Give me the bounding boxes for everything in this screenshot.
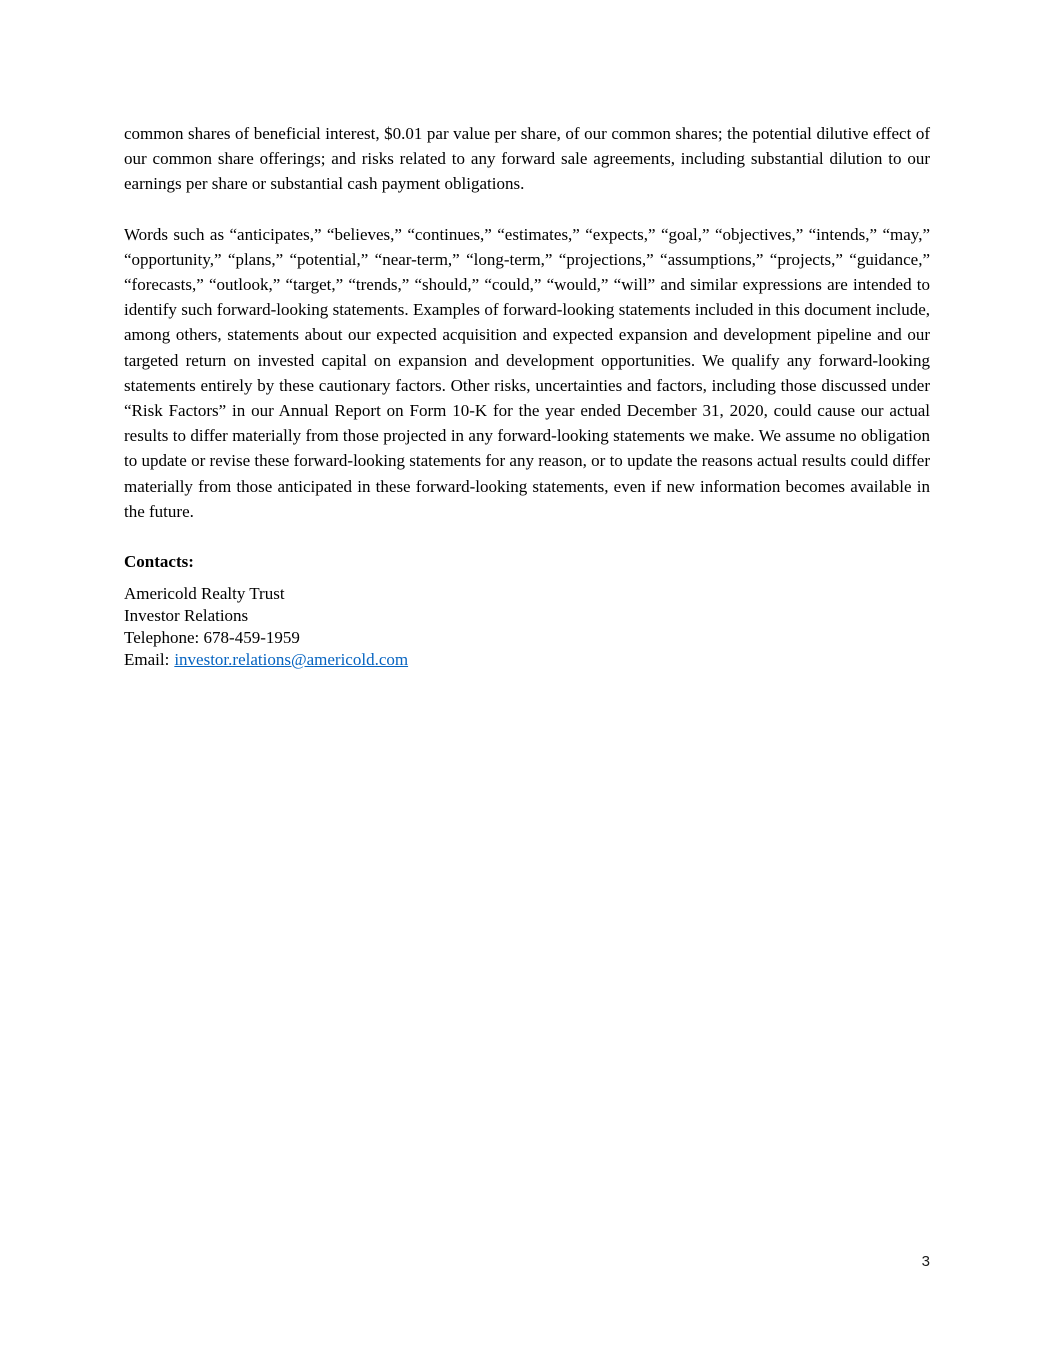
contacts-heading: Contacts: [124, 552, 194, 572]
contact-email-line [124, 649, 930, 671]
contact-department: Investor Relations [124, 606, 249, 626]
document-body [124, 121, 930, 671]
contact-email-label: Email: [124, 650, 170, 670]
paragraph-dilution-risks: common shares of beneficial interest, $0.01 par value per share, of our common shares; the potential dilutive effect of our common share offerings; and risks related to any forward sale agreements, including substantial dilution to our earnings per share or substantial cash payment obligations. [124, 124, 930, 194]
paragraph-forward-looking-statements: Words such as “anticipates,” “believes,” “continues,” “estimates,” “expects,” “goal,” “objectives,” “intends,” “may,” “opportunity,” “plans,” “potential,” “near-term,” “long-term,” “projections,” “assumptions,” “projects,” “guidance,” “forecasts,” “outlook,” “target,” “trends,” “should,” “could,” “would,” “will” and similar expressions are intended to identify such forward-looking statements. Examples of forward-looking statements included in this document include, among others, statements about our expected acquisition and expected expansion and development pipeline and our targeted return on invested capital on expansion and development opportunities. We qualify any forward-looking statements entirely by these cautionary factors. Other risks, uncertainties and factors, including those discussed under “Risk Factors” in our Annual Report on Form 10-K for the year ended December 31, 2020, could cause our actual results to differ materially from those projected in any forward-looking statements we make. We assume no obligation to update or revise these forward-looking statements for any reason, or to update the reasons actual results could differ materially from those anticipated in these forward-looking statements, even if new information becomes available in the future. [124, 224, 930, 521]
contact-email-link[interactable]: investor.relations@americold.com [174, 650, 409, 670]
contact-telephone: Telephone: 678-459-1959 [124, 628, 300, 648]
contact-company: Americold Realty Trust [124, 584, 285, 604]
page-number: 3 [921, 1253, 930, 1270]
contact-block [124, 583, 930, 671]
